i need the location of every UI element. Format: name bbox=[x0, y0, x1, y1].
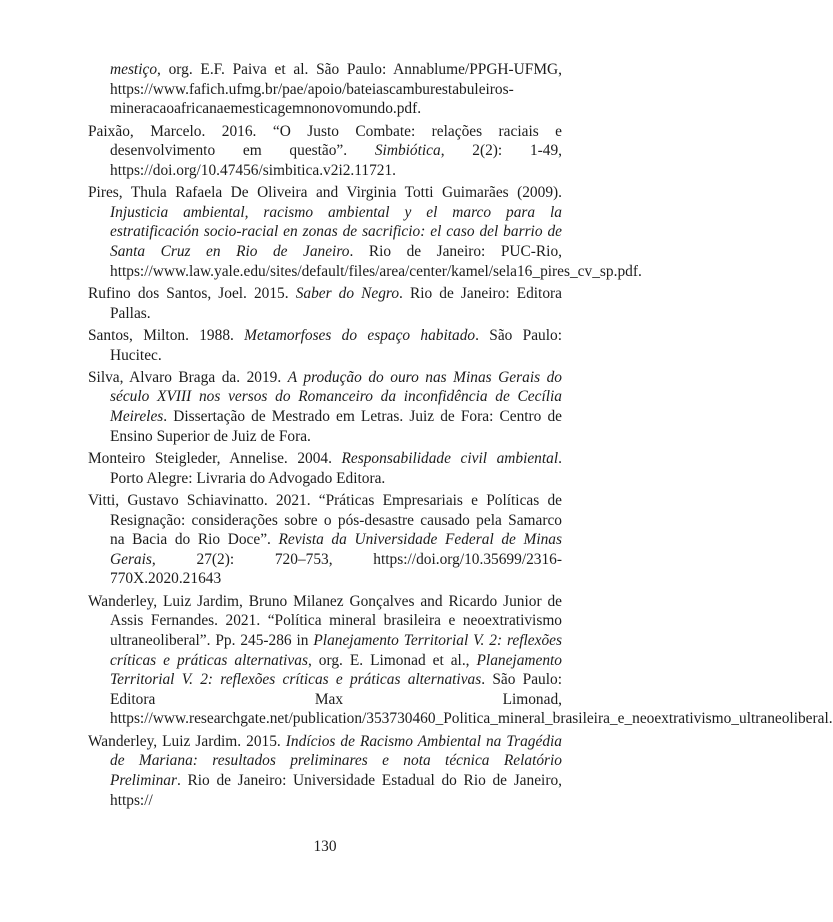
reference-text: Vitti, Gustavo Schiavinatto. 2021. “Práticas Empresariais e Políticas de Resignação: considerações sobre o pós-desastre causado pela Samarco na Bacia do Rio Doce”. bbox=[88, 492, 562, 549]
reference-text: , 27(2): 720–753, https://doi.org/10.35699/2316-770X.2020.21643 bbox=[110, 550, 562, 588]
reference-entry bbox=[88, 449, 562, 488]
reference-title-italic: Metamorfoses do espaço habitado bbox=[244, 326, 476, 344]
reference-entry bbox=[88, 592, 833, 729]
reference-text: Silva, Alvaro Braga da. 2019. bbox=[88, 368, 288, 386]
reference-title-italic: A produção do ouro nas Minas Gerais do século XVIII nos versos do Romanceiro da inconfidência de Cecília Meireles bbox=[110, 368, 562, 426]
reference-text: Pires, Thula Rafaela De Oliveira and Virginia Totti Guimarães (2009). bbox=[88, 184, 562, 202]
reference-text: . Dissertação de Mestrado em Letras. Juiz de Fora: Centro de Ensino Superior de Juiz de Fora. bbox=[110, 408, 562, 445]
reference-entry bbox=[88, 732, 562, 810]
reference-title-italic: Responsabilidade civil ambiental bbox=[341, 450, 559, 468]
reference-title-italic: mestiço bbox=[110, 61, 158, 78]
reference-text: . Rio de Janeiro: Editora Pallas. bbox=[110, 284, 562, 322]
reference-entry bbox=[88, 60, 562, 119]
reference-list bbox=[88, 60, 833, 813]
reference-text: . Rio de Janeiro: PUC-Rio, https://www.law.yale.edu/sites/default/files/area/center/kamel/sela16_pires_cv_sp.pdf. bbox=[110, 242, 642, 280]
reference-text: Paixão, Marcelo. 2016. “O Justo Combate: relações raciais e desenvolvimento em questão”. bbox=[88, 122, 562, 160]
page-number: 130 bbox=[313, 838, 337, 855]
reference-text: , org. E.F. Paiva et al. São Paulo: Annablume/PPGH-UFMG, https://www.fafich.ufmg.br/pae/apoio/bateiascamburestabuleiros-mineracaoafricanaemesticagemnonovomundo.pdf. bbox=[110, 61, 562, 118]
reference-text: . Porto Alegre: Livraria do Advogado Editora. bbox=[110, 450, 562, 487]
reference-entry bbox=[88, 368, 562, 446]
reference-text: , 2(2): 1-49, https://doi.org/10.47456/simbitica.v2i2.11721. bbox=[110, 142, 562, 179]
reference-title-italic: Simbiótica bbox=[374, 142, 441, 160]
reference-text: , org. E. Limonad et al., bbox=[307, 651, 477, 669]
reference-text: Rufino dos Santos, Joel. 2015. bbox=[88, 284, 296, 302]
reference-title-italic: Saber do Negro bbox=[295, 284, 400, 302]
reference-text: . Rio de Janeiro: Universidade Estadual do Rio de Janeiro, https:// bbox=[110, 771, 562, 809]
reference-text: . São Paulo: Editora Max Limonad, https://www.researchgate.net/publication/353730460_Politica_mineral_brasileira_e_neoextrativismo_ultraneoliberal. bbox=[110, 671, 833, 728]
reference-entry bbox=[88, 491, 562, 589]
reference-text: Santos, Milton. 1988. bbox=[88, 326, 245, 344]
reference-title-italic: Indícios de Racismo Ambiental na Tragédia de Mariana: resultados preliminares e nota técnica Relatório Preliminar bbox=[110, 732, 562, 789]
reference-text: Wanderley, Luiz Jardim. 2015. bbox=[88, 732, 286, 750]
reference-text: . São Paulo: Hucitec. bbox=[110, 326, 562, 364]
reference-text: Wanderley, Luiz Jardim, Bruno Milanez Gonçalves and Ricardo Junior de Assis Fernandes. 2021. “Política mineral brasileira e neoextrativismo ultraneoliberal”. Pp. 245-286 in bbox=[88, 592, 562, 649]
reference-title-italic: Planejamento Territorial V. 2: reflexões críticas e práticas alternativas bbox=[110, 632, 562, 669]
reference-entry bbox=[88, 183, 642, 281]
reference-entry bbox=[88, 284, 562, 323]
reference-title-italic: Injusticia ambiental, racismo ambiental y el marco para la estratificación socio-racial en zonas de sacrificio: el caso del barrio de Santa Cruz en Rio de Janeiro bbox=[110, 203, 562, 260]
reference-title-italic: Revista da Universidade Federal de Minas Gerais bbox=[110, 531, 562, 568]
reference-entry bbox=[88, 122, 562, 181]
reference-text: Monteiro Steigleder, Annelise. 2004. bbox=[88, 450, 342, 468]
reference-entry bbox=[88, 326, 562, 365]
reference-title-italic: Planejamento Territorial V. 2: reflexões críticas e práticas alternativas bbox=[110, 651, 562, 689]
